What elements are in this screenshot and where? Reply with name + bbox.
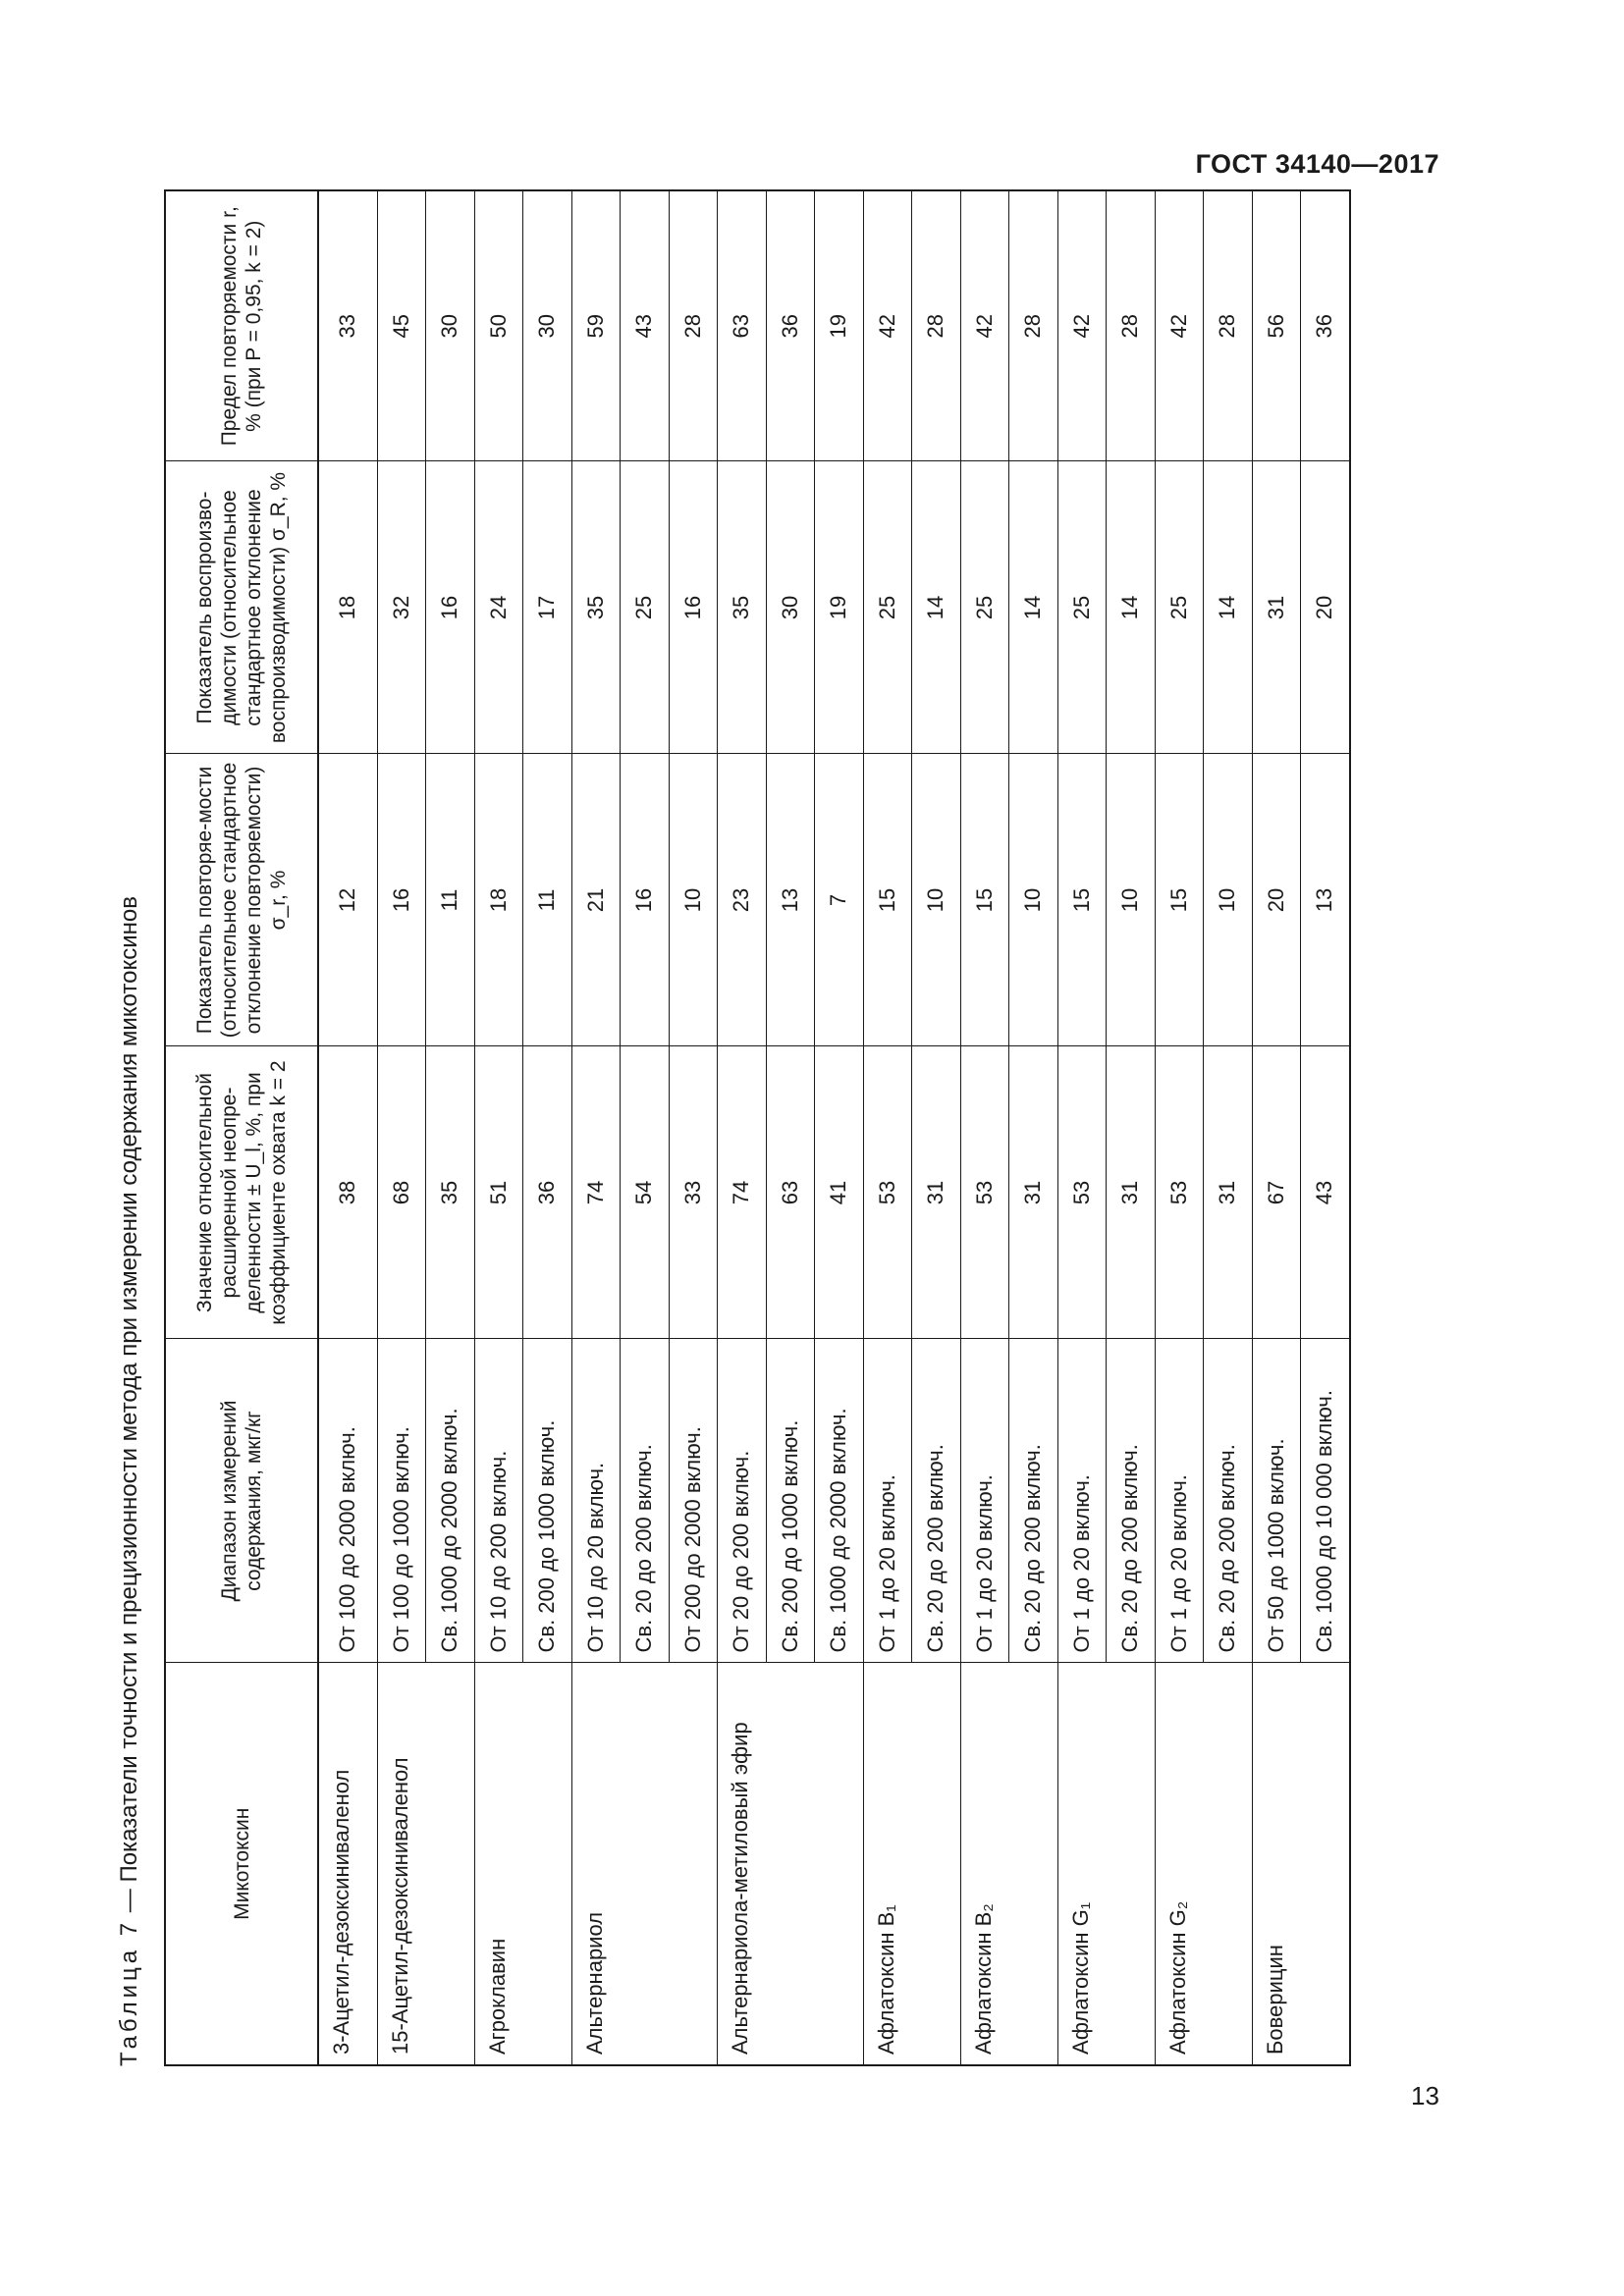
- cell-range: Св. 20 до 200 включ.: [1204, 1339, 1253, 1663]
- cell-reproducibility: 16: [426, 461, 475, 754]
- cell-reproducibility: 19: [815, 461, 864, 754]
- table-row: [1252, 190, 1301, 2065]
- rotated-table-block: [110, 191, 1337, 2066]
- cell-repeatability: 15: [863, 754, 912, 1046]
- cell-mycotoxin: Альтернариола-метиловый эфир: [718, 1663, 864, 2065]
- cell-mycotoxin: Боверицин: [1252, 1663, 1350, 2065]
- cell-range: От 200 до 2000 включ.: [669, 1339, 718, 1663]
- cell-range: Св. 1000 до 2000 включ.: [426, 1339, 475, 1663]
- cell-range: От 1 до 20 включ.: [1155, 1339, 1204, 1663]
- cell-repeatability-limit: 19: [815, 190, 864, 461]
- cell-repeatability-limit: 30: [426, 190, 475, 461]
- precision-table: [164, 189, 1351, 2066]
- cell-repeatability: 12: [318, 754, 377, 1046]
- table-header-row: [165, 190, 318, 2065]
- cell-mycotoxin: Афлатоксин G₁: [1057, 1663, 1155, 2065]
- cell-repeatability: 11: [426, 754, 475, 1046]
- cell-uncertainty: 43: [1301, 1046, 1350, 1339]
- cell-reproducibility: 16: [669, 461, 718, 754]
- cell-reproducibility: 35: [718, 461, 767, 754]
- cell-uncertainty: 41: [815, 1046, 864, 1339]
- cell-reproducibility: 30: [766, 461, 815, 754]
- cell-uncertainty: 68: [377, 1046, 426, 1339]
- table-row: [863, 190, 912, 2065]
- cell-mycotoxin: Афлатоксин G₂: [1155, 1663, 1252, 2065]
- cell-repeatability-limit: 42: [960, 190, 1009, 461]
- cell-repeatability-limit: 50: [474, 190, 523, 461]
- standard-number: ГОСТ 34140—2017: [1195, 149, 1439, 179]
- cell-reproducibility: 20: [1301, 461, 1350, 754]
- table-row: [571, 190, 621, 2065]
- cell-mycotoxin: Афлатоксин B₂: [960, 1663, 1057, 2065]
- cell-repeatability-limit: 28: [1204, 190, 1253, 461]
- cell-range: От 100 до 2000 включ.: [318, 1339, 377, 1663]
- cell-uncertainty: 53: [960, 1046, 1009, 1339]
- cell-mycotoxin: Афлатоксин B₁: [863, 1663, 960, 2065]
- cell-uncertainty: 74: [571, 1046, 621, 1339]
- cell-reproducibility: 14: [1107, 461, 1156, 754]
- cell-repeatability-limit: 56: [1252, 190, 1301, 461]
- table-row: [1155, 190, 1204, 2065]
- cell-reproducibility: 31: [1252, 461, 1301, 754]
- cell-repeatability-limit: 42: [1057, 190, 1107, 461]
- cell-repeatability: 23: [718, 754, 767, 1046]
- table-row: [377, 190, 426, 2065]
- cell-repeatability: 10: [1009, 754, 1058, 1046]
- cell-reproducibility: 25: [1155, 461, 1204, 754]
- table-row: [718, 190, 767, 2065]
- cell-reproducibility: 25: [621, 461, 670, 754]
- cell-range: От 10 до 200 включ.: [474, 1339, 523, 1663]
- cell-repeatability-limit: 33: [318, 190, 377, 461]
- cell-repeatability-limit: 42: [1155, 190, 1204, 461]
- cell-range: Св. 200 до 1000 включ.: [523, 1339, 572, 1663]
- cell-reproducibility: 24: [474, 461, 523, 754]
- header-reproducibility: Показатель воспроизво-димости (относительное стандартное отклонение воспроизводимости) σ_R, %: [165, 461, 318, 754]
- cell-repeatability-limit: 43: [621, 190, 670, 461]
- cell-reproducibility: 17: [523, 461, 572, 754]
- cell-repeatability: 16: [377, 754, 426, 1046]
- header-mycotoxin: Микотоксин: [165, 1663, 318, 2065]
- cell-repeatability: 13: [1301, 754, 1350, 1046]
- cell-range: От 100 до 1000 включ.: [377, 1339, 426, 1663]
- cell-uncertainty: 31: [1107, 1046, 1156, 1339]
- header-repeatability: Показатель повторяе-мости (относительное стандартное отклонение повторяемости) σ_r, %: [165, 754, 318, 1046]
- cell-uncertainty: 74: [718, 1046, 767, 1339]
- cell-repeatability: 21: [571, 754, 621, 1046]
- cell-reproducibility: 35: [571, 461, 621, 754]
- cell-uncertainty: 35: [426, 1046, 475, 1339]
- cell-reproducibility: 14: [1009, 461, 1058, 754]
- header-range: Диапазон измерений содержания, мкг/кг: [165, 1339, 318, 1663]
- cell-repeatability: 10: [912, 754, 961, 1046]
- cell-uncertainty: 31: [912, 1046, 961, 1339]
- cell-uncertainty: 33: [669, 1046, 718, 1339]
- cell-range: Св. 1000 до 2000 включ.: [815, 1339, 864, 1663]
- cell-repeatability: 20: [1252, 754, 1301, 1046]
- cell-repeatability: 15: [1057, 754, 1107, 1046]
- cell-range: От 1 до 20 включ.: [863, 1339, 912, 1663]
- cell-reproducibility: 32: [377, 461, 426, 754]
- table-row: [318, 190, 377, 2065]
- cell-repeatability: 13: [766, 754, 815, 1046]
- cell-mycotoxin: 3-Ацетил-дезоксиниваленол: [318, 1663, 377, 2065]
- cell-mycotoxin: Альтернариол: [571, 1663, 718, 2065]
- table-caption-title: — Показатели точности и прецизионности метода при измерении содержания микотоксинов: [116, 896, 142, 1919]
- cell-repeatability: 10: [1204, 754, 1253, 1046]
- cell-repeatability: 7: [815, 754, 864, 1046]
- cell-uncertainty: 67: [1252, 1046, 1301, 1339]
- cell-uncertainty: 53: [1155, 1046, 1204, 1339]
- cell-reproducibility: 25: [960, 461, 1009, 754]
- cell-range: От 20 до 200 включ.: [718, 1339, 767, 1663]
- cell-range: От 10 до 20 включ.: [571, 1339, 621, 1663]
- cell-repeatability-limit: 28: [1107, 190, 1156, 461]
- cell-reproducibility: 14: [1204, 461, 1253, 754]
- cell-range: От 1 до 20 включ.: [960, 1339, 1009, 1663]
- header-repeatability-limit: Предел повторяемости r, % (при P = 0,95, k = 2): [165, 190, 318, 461]
- cell-uncertainty: 31: [1009, 1046, 1058, 1339]
- page-number: 13: [1411, 2081, 1439, 2110]
- cell-repeatability-limit: 36: [1301, 190, 1350, 461]
- cell-range: Св. 200 до 1000 включ.: [766, 1339, 815, 1663]
- cell-mycotoxin: Агроклавин: [474, 1663, 571, 2065]
- cell-range: Св. 20 до 200 включ.: [1009, 1339, 1058, 1663]
- table-caption: [110, 896, 149, 2066]
- cell-mycotoxin: 15-Ацетил-дезоксиниваленол: [377, 1663, 474, 2065]
- cell-reproducibility: 18: [318, 461, 377, 754]
- table-row: [960, 190, 1009, 2065]
- cell-repeatability-limit: 28: [669, 190, 718, 461]
- cell-repeatability: 10: [1107, 754, 1156, 1046]
- table-row: [474, 190, 523, 2065]
- cell-repeatability: 11: [523, 754, 572, 1046]
- header-uncertainty: Значение относительной расширенной неопре-деленности ± U_l, %, при коэффициенте охвата k = 2: [165, 1046, 318, 1339]
- cell-repeatability-limit: 42: [863, 190, 912, 461]
- cell-uncertainty: 31: [1204, 1046, 1253, 1339]
- cell-repeatability-limit: 28: [1009, 190, 1058, 461]
- cell-uncertainty: 36: [523, 1046, 572, 1339]
- cell-uncertainty: 53: [863, 1046, 912, 1339]
- cell-repeatability: 18: [474, 754, 523, 1046]
- cell-range: От 50 до 1000 включ.: [1252, 1339, 1301, 1663]
- cell-uncertainty: 38: [318, 1046, 377, 1339]
- cell-uncertainty: 51: [474, 1046, 523, 1339]
- cell-range: Св. 20 до 200 включ.: [621, 1339, 670, 1663]
- cell-reproducibility: 25: [1057, 461, 1107, 754]
- cell-reproducibility: 25: [863, 461, 912, 754]
- cell-repeatability-limit: 28: [912, 190, 961, 461]
- cell-uncertainty: 53: [1057, 1046, 1107, 1339]
- cell-uncertainty: 63: [766, 1046, 815, 1339]
- cell-uncertainty: 54: [621, 1046, 670, 1339]
- cell-repeatability-limit: 45: [377, 190, 426, 461]
- cell-repeatability-limit: 36: [766, 190, 815, 461]
- table-row: [1057, 190, 1107, 2065]
- cell-reproducibility: 14: [912, 461, 961, 754]
- cell-repeatability: 15: [960, 754, 1009, 1046]
- cell-range: Св. 20 до 200 включ.: [912, 1339, 961, 1663]
- cell-repeatability: 10: [669, 754, 718, 1046]
- cell-range: От 1 до 20 включ.: [1057, 1339, 1107, 1663]
- cell-range: Св. 20 до 200 включ.: [1107, 1339, 1156, 1663]
- cell-repeatability: 15: [1155, 754, 1204, 1046]
- table-caption-label: Таблица 7: [116, 1918, 142, 2066]
- cell-repeatability-limit: 30: [523, 190, 572, 461]
- cell-repeatability: 16: [621, 754, 670, 1046]
- cell-repeatability-limit: 59: [571, 190, 621, 461]
- cell-repeatability-limit: 63: [718, 190, 767, 461]
- cell-range: Св. 1000 до 10 000 включ.: [1301, 1339, 1350, 1663]
